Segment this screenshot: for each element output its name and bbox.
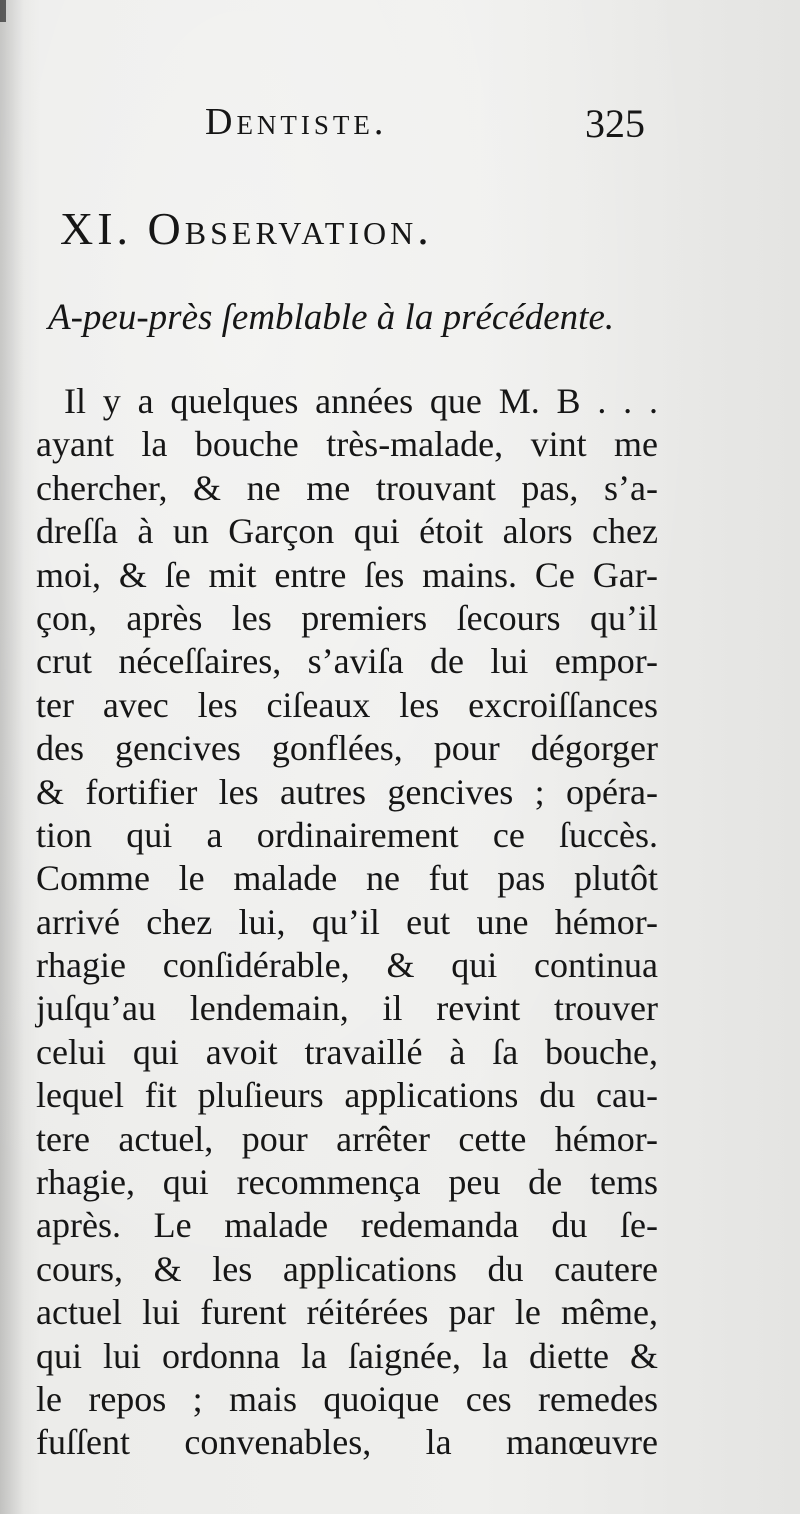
section-subtitle: A-peu-près ſemblable à la précédente.: [48, 297, 615, 338]
text-line: juſqu’au lendemain, il revint trouver: [36, 988, 658, 1029]
text-line: Il y a quelques années que M. B . . .: [64, 381, 658, 421]
text-line: tere actuel, pour arrêter cette hémor-: [36, 1118, 658, 1159]
edge-mark: [0, 0, 6, 22]
text-line: chercher, & ne me trouvant pas, s’a-: [36, 467, 658, 508]
scan-shadow: [0, 0, 24, 1514]
running-title: Dentiste.: [205, 101, 388, 143]
body-text: [36, 380, 658, 1465]
text-line: arrivé chez lui, qu’il eut une hémor-: [36, 901, 658, 942]
text-line: & fortifier les autres gencives ; opéra-: [36, 771, 658, 812]
text-line: le repos ; mais quoique ces remedes: [36, 1378, 658, 1419]
text-line: moi, & ſe mit entre ſes mains. Ce Gar-: [36, 554, 658, 595]
text-line: rhagie, qui recommença peu de tems: [36, 1162, 658, 1203]
text-line: tion qui a ordinairement ce ſuccès.: [36, 814, 658, 855]
text-line: actuel lui furent réitérées par le même,: [36, 1292, 658, 1333]
text-line: ter avec les ciſeaux les excroiſſances: [36, 684, 658, 725]
text-line: crut néceſſaires, s’aviſa de lui empor-: [36, 641, 658, 682]
text-line: qui lui ordonna la ſaignée, la diette &: [36, 1335, 658, 1376]
text-line: celui qui avoit travaillé à ſa bouche,: [36, 1031, 658, 1072]
text-line: rhagie conſidérable, & qui continua: [36, 945, 658, 986]
text-line: Comme le malade ne fut pas plutôt: [36, 858, 658, 899]
text-line: çon, après les premiers ſecours qu’il: [36, 597, 658, 638]
text-line: dreſſa à un Garçon qui étoit alors chez: [36, 511, 658, 552]
section-heading: XI. Observation.: [60, 203, 433, 254]
page-header: [0, 100, 800, 150]
text-line: cours, & les applications du cautere: [36, 1248, 658, 1289]
text-line: lequel fit pluſieurs applications du cau-: [36, 1075, 658, 1116]
page-number: 325: [585, 101, 645, 146]
text-line: des gencives gonflées, pour dégorger: [36, 728, 658, 769]
text-line: ayant la bouche très-malade, vint me: [36, 424, 658, 465]
text-line: après. Le malade redemanda du ſe-: [36, 1205, 658, 1246]
text-line: fuſſent convenables, la manœuvre: [36, 1422, 658, 1463]
